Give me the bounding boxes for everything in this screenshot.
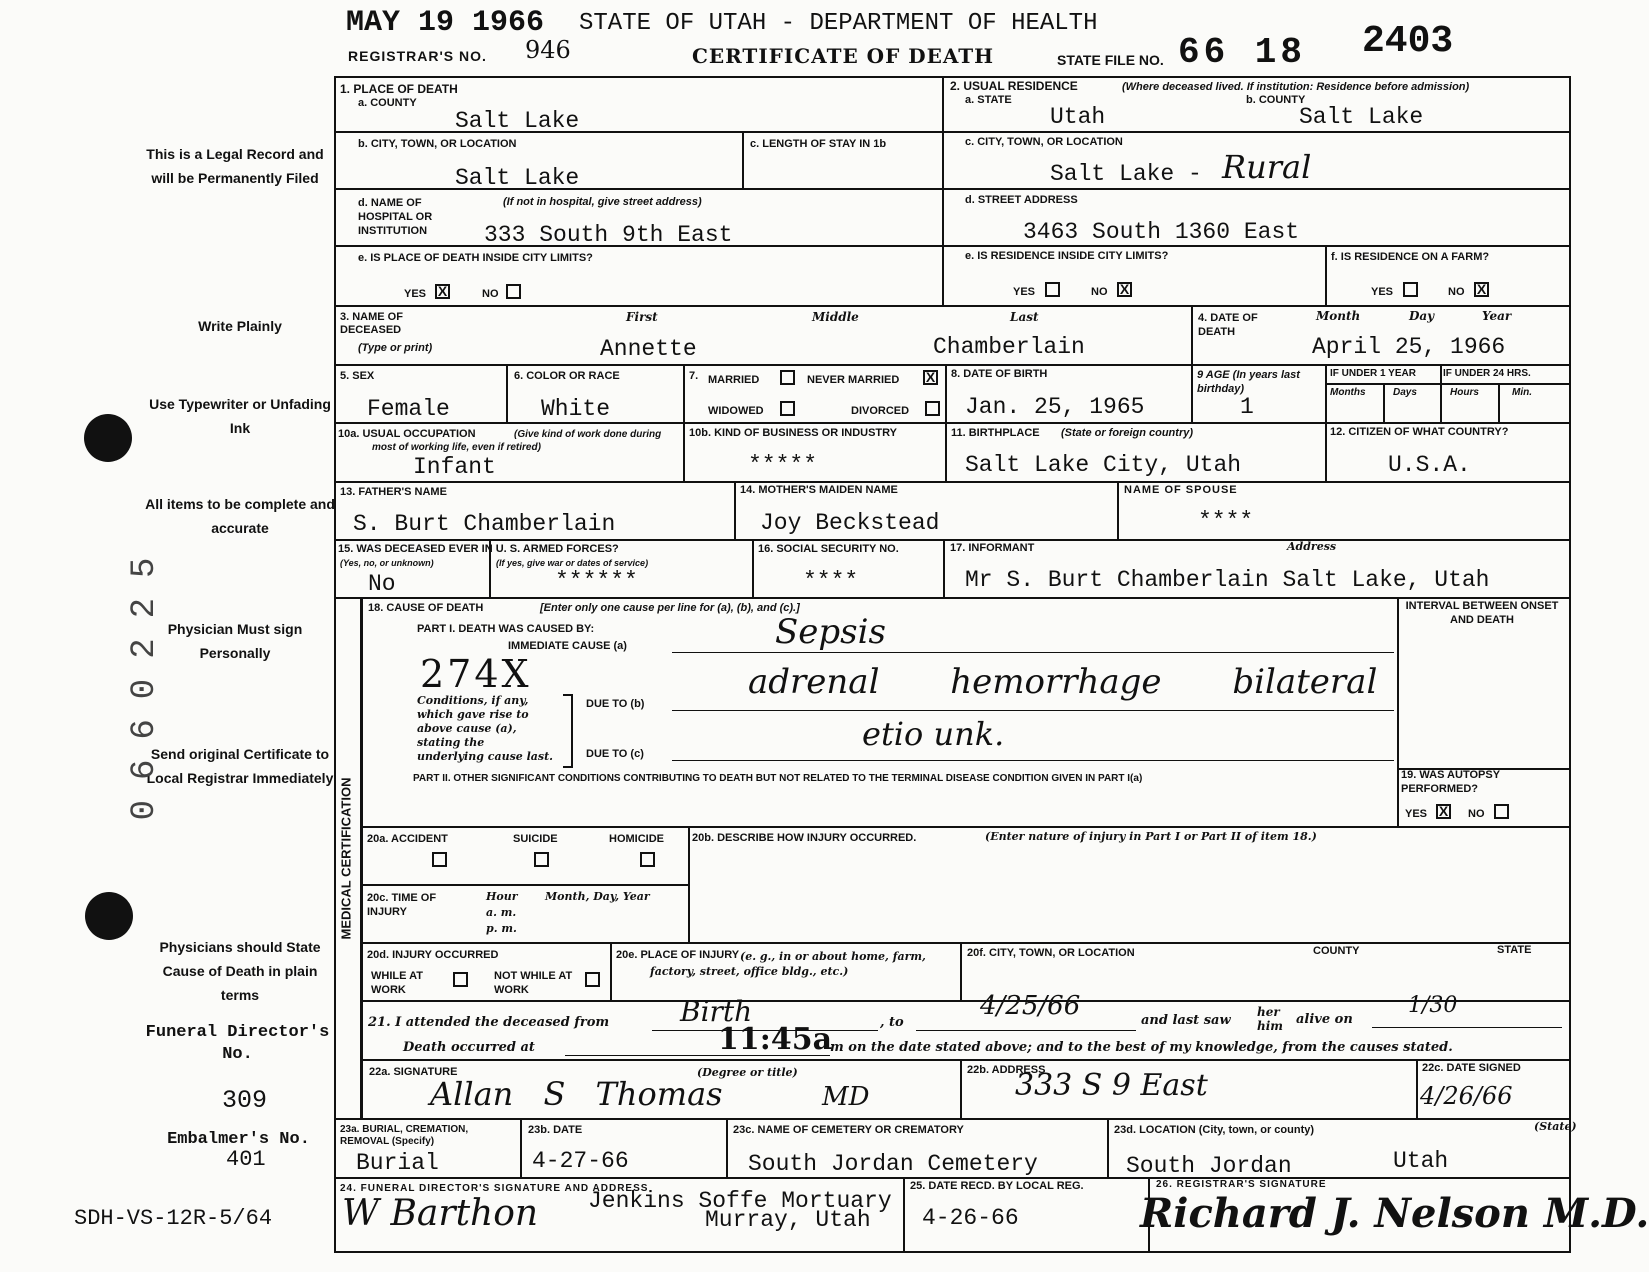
conditions-note: Conditions, if any, which gave rise to above cause (a), stating the underlying cause last.: [417, 694, 554, 763]
under-1-year-label: IF UNDER 1 YEAR: [1330, 368, 1416, 379]
hours-label: Hours: [1450, 387, 1479, 398]
farm-yes-checkbox[interactable]: [1403, 282, 1418, 297]
business-label: 10b. KIND OF BUSINESS OR INDUSTRY: [689, 427, 898, 439]
cemetery-label: 23c. NAME OF CEMETERY OR CREMATORY: [733, 1124, 964, 1136]
service-note: (If yes, give war or dates of service): [496, 558, 649, 568]
injury-description-label: 20b. DESCRIBE HOW INJURY OCCURRED.: [692, 832, 917, 844]
injury-occurred-label: 20d. INJURY OCCURRED: [367, 949, 499, 961]
informant-label: 17. INFORMANT: [950, 542, 1035, 554]
state-file-sequence: 2403: [1362, 20, 1454, 63]
minutes-label: Min.: [1512, 387, 1532, 398]
her-label: her: [1257, 1005, 1280, 1019]
punch-hole: [84, 414, 132, 462]
part-1-label: PART I. DEATH WAS CAUSED BY:: [417, 623, 595, 635]
occupation-note: (Give kind of work done during most of working life, even if retired): [372, 429, 662, 453]
usual-residence-label: 2. USUAL RESIDENCE: [950, 79, 1078, 93]
widowed-checkbox[interactable]: [780, 401, 795, 416]
last-saw-label: and last saw: [1141, 1013, 1231, 1028]
burial-date-label: 23b. DATE: [528, 1124, 583, 1136]
legal-record-note: This is a Legal Record and will be Permanently Filed: [146, 146, 324, 186]
state-file-number: 66 18: [1178, 32, 1307, 73]
time-of-injury-label: 20c. TIME OF INJURY: [367, 892, 437, 918]
res-city: Salt Lake -: [1050, 161, 1202, 187]
received-date-stamp: MAY 19 1966: [346, 6, 545, 40]
due-to-b-label: DUE TO (b): [586, 698, 645, 710]
res-city-limits-label: e. IS RESIDENCE INSIDE CITY LIMITS?: [965, 250, 1169, 262]
death-city: Salt Lake: [455, 165, 580, 191]
cemetery: South Jordan Cemetery: [748, 1151, 1038, 1177]
citizen: U.S.A.: [1388, 452, 1471, 478]
married-checkbox[interactable]: [780, 370, 795, 385]
part-2-label: PART II. OTHER SIGNIFICANT CONDITIONS CONTRIBUTING TO DEATH BUT NOT RELATED TO THE TERMINAL DISEASE CONDITION GIVEN IN PART I(a): [413, 773, 1143, 784]
informant: Mr S. Burt Chamberlain Salt Lake, Utah: [965, 567, 1490, 593]
divorced-checkbox[interactable]: [925, 401, 940, 416]
widowed-label: WIDOWED: [708, 405, 764, 417]
mother-name: Joy Beckstead: [760, 510, 940, 536]
ssn-label: 16. SOCIAL SECURITY NO.: [758, 543, 899, 555]
no-label: NO: [1448, 286, 1465, 298]
date-received: 4-26-66: [922, 1205, 1019, 1231]
registrar-signature-label: 26. REGISTRAR'S SIGNATURE: [1156, 1179, 1327, 1190]
divorced-label: DIVORCED: [851, 405, 910, 417]
injury-state-label: STATE: [1497, 944, 1532, 956]
last-name: Chamberlain: [933, 334, 1085, 360]
embalmer-no-label: Embalmer's No.: [167, 1130, 310, 1149]
cause-c: etio unk.: [862, 715, 1005, 753]
death-time: 11:45a: [718, 1022, 833, 1057]
conditions-bracket: [563, 694, 573, 768]
no-label: NO: [1091, 286, 1108, 298]
armed-service: ******: [555, 568, 638, 594]
due-to-c-label: DUE TO (c): [586, 748, 644, 760]
father-label: 13. FATHER'S NAME: [340, 486, 447, 498]
physician-address: 333 S 9 East: [1015, 1068, 1208, 1103]
am-label: a. m.: [486, 906, 517, 919]
place-of-injury-label: 20e. PLACE OF INJURY: [616, 949, 740, 961]
complete-note: All items to be complete and accurate: [145, 496, 335, 536]
send-original-note: Send original Certificate to Local Registrar Immediately: [146, 746, 334, 786]
injury-description-note: (Enter nature of injury in Part I or Part II of item 18.): [985, 830, 1317, 843]
burial-state-paren: (State): [1534, 1120, 1577, 1133]
never-married-checkbox[interactable]: X: [923, 370, 938, 385]
state-file-label: STATE FILE NO.: [1057, 52, 1164, 68]
yes-label: YES: [404, 288, 427, 300]
write-plainly-note: Write Plainly: [198, 318, 282, 334]
date-signed-label: 22c. DATE SIGNED: [1422, 1062, 1521, 1074]
certificate-subtitle: CERTIFICATE OF DEATH: [692, 44, 995, 68]
death-date: April 25, 1966: [1312, 334, 1506, 360]
county-label: a. COUNTY: [358, 97, 417, 109]
month-day-year-label: Month, Day, Year: [545, 890, 650, 903]
him-label: him: [1257, 1019, 1283, 1033]
yes-label: YES: [1405, 808, 1428, 820]
accident-checkbox[interactable]: [432, 852, 447, 867]
death-city-limits-yes-checkbox[interactable]: X: [435, 284, 450, 299]
armed-forces: No: [368, 571, 396, 597]
usual-residence-note: (Where deceased lived. If institution: Residence before admission): [1122, 81, 1470, 93]
funeral-director-no: 309: [222, 1086, 268, 1115]
vertical-file-number: [125, 490, 165, 870]
birthplace-label: 11. BIRTHPLACE: [951, 427, 1040, 439]
funeral-director-signature: W Barthon: [342, 1193, 539, 1234]
registrar-signature: Richard J. Nelson M.D.: [1140, 1190, 1649, 1237]
medical-certification-label: MEDICAL CERTIFICATION: [338, 777, 354, 940]
autopsy-no-checkbox[interactable]: [1494, 804, 1509, 819]
injury-city-label: 20f. CITY, TOWN, OR LOCATION: [967, 947, 1135, 959]
cause-a: Sepsis: [775, 612, 886, 652]
funeral-director-label: 24. FUNERAL DIRECTOR'S SIGNATURE AND ADDRESS: [340, 1183, 649, 1194]
name-note: (Type or print): [358, 342, 433, 354]
death-city-limits-no-checkbox[interactable]: [506, 284, 521, 299]
autopsy-label: 19. WAS AUTOPSY PERFORMED?: [1401, 769, 1500, 795]
business: *****: [748, 452, 818, 478]
father-name: S. Burt Chamberlain: [353, 511, 616, 537]
res-street: 3463 South 1360 East: [1023, 219, 1300, 245]
name-label: 3. NAME OF DECEASED: [340, 311, 403, 336]
funeral-director-no-label: Funeral Director's No.: [145, 1023, 330, 1064]
spouse-label: NAME OF SPOUSE: [1124, 484, 1238, 496]
alive-on-date: 1/30: [1408, 993, 1458, 1018]
birth-date: Jan. 25, 1965: [965, 394, 1145, 420]
date-of-death-label: 4. DATE OF DEATH: [1198, 312, 1258, 338]
while-at-work-checkbox[interactable]: [453, 972, 468, 987]
yes-label: YES: [1371, 286, 1394, 298]
disease-code: 274X: [420, 652, 532, 696]
race-label: 6. COLOR OR RACE: [514, 370, 620, 382]
never-married-label: NEVER MARRIED: [807, 374, 900, 386]
physician-address-label: 22b. ADDRESS: [967, 1064, 1046, 1076]
farm-no-checkbox[interactable]: X: [1474, 282, 1489, 297]
typewriter-note: Use Typewriter or Unfading Ink: [149, 396, 331, 436]
date-signed: 4/26/66: [1420, 1082, 1513, 1110]
day-label: Day: [1409, 309, 1435, 323]
autopsy-yes-checkbox[interactable]: X: [1436, 804, 1451, 819]
birthplace-note: (State or foreign country): [1061, 427, 1194, 439]
res-city-limits-yes-checkbox[interactable]: [1045, 282, 1060, 297]
burial-state: Utah: [1393, 1148, 1449, 1174]
accident-label: 20a. ACCIDENT: [367, 833, 448, 845]
res-city-limits-no-checkbox[interactable]: X: [1117, 282, 1132, 297]
birthplace: Salt Lake City, Utah: [965, 452, 1242, 478]
res-city-handwritten: Rural: [1222, 148, 1312, 186]
armed-forces-note: (Yes, no, or unknown): [340, 558, 434, 568]
hospital-label: d. NAME OF HOSPITAL OR INSTITUTION: [358, 197, 433, 237]
death-city-limits-label: e. IS PLACE OF DEATH INSIDE CITY LIMITS?: [358, 252, 593, 264]
citizen-label: 12. CITIZEN OF WHAT COUNTRY?: [1330, 426, 1509, 438]
disposition: Burial: [356, 1150, 439, 1176]
physician-degree: MD: [822, 1082, 870, 1112]
ssn: ****: [803, 568, 859, 594]
punch-hole: [85, 892, 133, 940]
death-county: Salt Lake: [455, 108, 580, 134]
registrar-number: 946: [525, 36, 571, 64]
sex: Female: [367, 396, 450, 422]
married-label: MARRIED: [708, 374, 760, 386]
disposition-label: 23a. BURIAL, CREMATION, REMOVAL (Specify): [340, 1124, 469, 1147]
physician-note: Physician Must sign Personally: [167, 621, 303, 661]
spouse: ****: [1198, 508, 1254, 534]
interval-label: INTERVAL BETWEEN ONSET AND DEATH: [1405, 600, 1559, 626]
funeral-home: Jenkins Soffe Mortuary: [588, 1188, 892, 1214]
occupation: Infant: [413, 454, 496, 480]
year-label: Year: [1482, 309, 1512, 323]
street-address-label: d. STREET ADDRESS: [965, 194, 1078, 206]
death-occurred-label: Death occurred at: [403, 1040, 535, 1055]
address-label: Address: [1287, 540, 1337, 553]
last-label: Last: [1010, 310, 1039, 324]
injury-county-label: COUNTY: [1313, 945, 1360, 957]
medical-certification-band: [336, 760, 360, 960]
middle-label: Middle: [812, 310, 859, 324]
hour-label: Hour: [486, 890, 518, 903]
res-county-label: b. COUNTY: [1246, 94, 1306, 106]
sex-label: 5. SEX: [340, 370, 375, 382]
embalmer-no: 401: [226, 1147, 266, 1172]
age-label: 9 AGE (In years last birthday): [1197, 369, 1300, 395]
to-label: , to: [880, 1015, 904, 1030]
physician-signature: Allan S Thomas: [430, 1075, 723, 1113]
alive-on-label: alive on: [1296, 1012, 1353, 1027]
not-while-at-work-checkbox[interactable]: [585, 972, 600, 987]
immediate-cause-label: IMMEDIATE CAUSE (a): [508, 640, 627, 652]
hospital-address: 333 South 9th East: [484, 222, 733, 248]
armed-forces-label: 15. WAS DECEASED EVER IN U. S. ARMED FORCES?: [338, 543, 619, 555]
cause-of-death-note: [Enter only one cause per line for (a), (b), and (c).]: [540, 602, 800, 614]
city-label: b. CITY, TOWN, OR LOCATION: [358, 138, 517, 150]
age: 1: [1240, 394, 1254, 420]
stated-text: m on the date stated above; and to the best of my knowledge, from the causes stated.: [830, 1040, 1453, 1055]
under-24-hrs-label: IF UNDER 24 HRS.: [1443, 368, 1531, 379]
marital-label: 7.: [689, 370, 699, 382]
mother-label: 14. MOTHER'S MAIDEN NAME: [740, 484, 898, 496]
yes-label: YES: [1013, 286, 1036, 298]
first-name: Annette: [600, 336, 697, 362]
signature-label: 22a. SIGNATURE: [369, 1066, 458, 1078]
suicide-checkbox[interactable]: [534, 852, 549, 867]
res-state: Utah: [1050, 104, 1106, 130]
suicide-label: SUICIDE: [513, 833, 558, 845]
res-state-label: a. STATE: [965, 94, 1012, 106]
registrar-label: REGISTRAR'S NO.: [348, 48, 487, 64]
cause-of-death-label: 18. CAUSE OF DEATH: [368, 602, 484, 614]
homicide-checkbox[interactable]: [640, 852, 655, 867]
form-code: SDH-VS-12R-5/64: [74, 1206, 273, 1231]
place-of-injury-note: (e. g., in or about home, farm, factory, street, office bldg., etc.): [650, 950, 926, 978]
degree-label: (Degree or title): [697, 1066, 798, 1079]
length-of-stay-label: c. LENGTH OF STAY IN 1b: [750, 138, 887, 150]
not-while-at-work-label: NOT WHILE AT WORK: [494, 970, 573, 996]
burial-location-label: 23d. LOCATION (City, town, or county): [1114, 1124, 1315, 1136]
occupation-label: 10a. USUAL OCCUPATION: [338, 428, 476, 440]
date-received-label: 25. DATE RECD. BY LOCAL REG.: [910, 1180, 1084, 1192]
months-label: Months: [1330, 387, 1366, 398]
pm-label: p. m.: [486, 922, 517, 935]
burial-date: 4-27-66: [532, 1148, 629, 1174]
page-title: STATE OF UTAH - DEPARTMENT OF HEALTH: [579, 10, 1098, 37]
cause-b: adrenal hemorrhage bilateral: [748, 662, 1378, 702]
res-city-label: c. CITY, TOWN, OR LOCATION: [965, 136, 1123, 148]
attended-to: 4/25/66: [980, 991, 1081, 1021]
place-of-death-label: 1. PLACE OF DEATH: [340, 82, 458, 96]
month-label: Month: [1316, 309, 1361, 323]
no-label: NO: [1468, 808, 1485, 820]
burial-city: South Jordan: [1126, 1153, 1292, 1179]
race: White: [541, 396, 611, 422]
attended-label: 21. I attended the deceased from: [368, 1015, 610, 1030]
first-label: First: [626, 310, 658, 324]
while-at-work-label: WHILE AT WORK: [371, 970, 423, 996]
funeral-city: Murray, Utah: [705, 1207, 871, 1233]
homicide-label: HOMICIDE: [609, 833, 664, 845]
attended-from: Birth: [680, 995, 753, 1028]
birth-date-label: 8. DATE OF BIRTH: [951, 368, 1048, 380]
vertical-file-number-text: 0660225: [126, 537, 164, 821]
farm-label: f. IS RESIDENCE ON A FARM?: [1331, 251, 1490, 263]
res-county: Salt Lake: [1299, 104, 1424, 130]
physicians-should-note: Physicians should State Cause of Death in plain terms: [159, 939, 321, 1003]
days-label: Days: [1393, 387, 1417, 398]
no-label: NO: [482, 288, 499, 300]
hospital-note: (If not in hospital, give street address): [503, 196, 702, 208]
